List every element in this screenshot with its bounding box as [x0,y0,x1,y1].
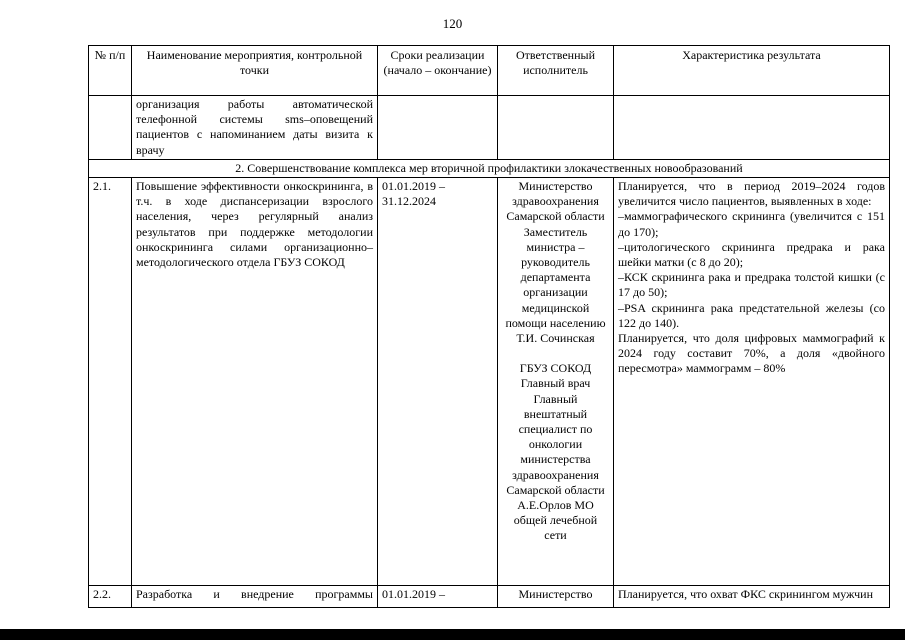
header-result: Характеристика результата [614,46,890,96]
result-line: –цитологического скрининга предрака и рака шейки матки (с 8 до 20); [618,239,885,270]
scan-edge-bar [0,629,905,640]
row-dates: 01.01.2019 – [378,586,498,608]
header-num: № п/п [89,46,132,96]
result-line: Планируется, что в период 2019–2024 годов увеличится число пациентов, выявленных в ходе: [618,179,885,209]
header-row [89,46,890,96]
row-name: Повышение эффективности онкоскрининга, в т.ч. в ходе диспансеризации взрослого населения, через регулярный анализ результатов при поддержке методологии онкоскрининга силами организационно–методологического отдела ГБУЗ СОКОД [132,178,378,586]
result-line: –КСК скрининга рака и предрака толстой кишки (с 17 до 50); [618,270,885,300]
responsible-sokod: ГБУЗ СОКОД Главный врач Главный внештатный специалист по онкологии министерства здравоохранения Самарской области А.Е.Орлов МО общей лечебной сети [506,361,605,543]
section-title: 2. Совершенствование комплекса мер вторичной профилактики злокачественных новообразований [89,159,890,177]
row-num: 2.1. [89,178,132,586]
continuation-name: организация работы автоматической телефонной системы sms–оповещений пациентов с напоминанием даты визита к врачу [132,96,378,160]
page-number: 120 [442,16,463,31]
row-responsible [498,178,614,586]
header-name: Наименование мероприятия, контрольной точки [132,46,378,96]
continuation-row [89,96,890,160]
header-dates: Сроки реализации (начало – окончание) [378,46,498,96]
row-result [614,178,890,586]
row-num: 2.2. [89,586,132,608]
header-responsible: Ответственный исполнитель [498,46,614,96]
result-line: –PSA скрининга рака предстательной железы (со 122 до 140). [618,300,885,330]
measures-table [88,45,890,608]
row-responsible: Министерство [498,586,614,608]
row-name: Разработка и внедрение программы [132,586,378,608]
row-result: Планируется, что охват ФКС скринингом мужчин [614,586,890,608]
table-row [89,586,890,608]
table-row [89,178,890,586]
result-line: Планируется, что доля цифровых маммографий к 2024 году составит 70%, а доля «двойного пересмотра» маммограмм – 80% [618,331,885,376]
result-line: –маммографического скрининга (увеличится с 151 до 170); [618,209,885,239]
responsible-ministry: Министерство здравоохранения Самарской области Заместитель министра – руководитель департамента организации медицинской помощи населению Т.И. Сочинская [505,179,606,346]
section-row [89,159,890,177]
row-dates: 01.01.2019 – 31.12.2024 [378,178,498,586]
